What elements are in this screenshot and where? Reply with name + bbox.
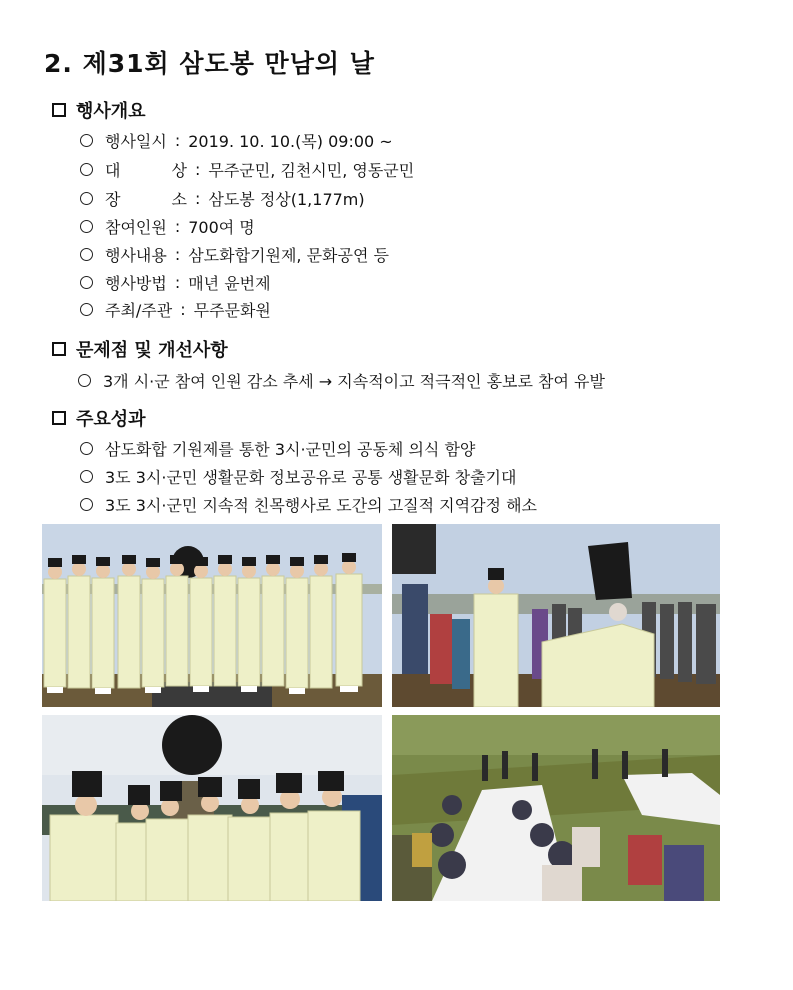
circle-bullet-icon: [80, 248, 93, 261]
circle-bullet-icon: [80, 163, 93, 176]
section-heading-overview: 행사개요: [52, 97, 146, 123]
overview-item-date: 행사일시 : 2019. 10. 10.(목) 09:00 ~: [80, 129, 393, 152]
photo-elders-stone-image: [42, 715, 382, 901]
circle-bullet-icon: [80, 192, 93, 205]
overview-item-participants: 참여인원 : 700여 명: [80, 215, 255, 238]
results-item: 3도 3시·군민 생활문화 정보공유로 공통 생활문화 창출기대: [80, 465, 516, 488]
section-heading-results: 주요성과: [52, 405, 146, 431]
issues-item: 3개 시·군 참여 인원 감소 추세 → 지속적이고 적극적인 홍보로 참여 유발: [78, 369, 605, 392]
square-bullet-icon: [52, 411, 66, 425]
results-item: 3도 3시·군민 지속적 친목행사로 도간의 고질적 지역감정 해소: [80, 493, 537, 516]
circle-bullet-icon: [80, 134, 93, 147]
circle-bullet-icon: [80, 303, 93, 316]
photo-group-ceremony: [42, 524, 382, 707]
overview-item-place: 장 소 : 삼도봉 정상(1,177m): [80, 187, 365, 210]
circle-bullet-icon: [80, 442, 93, 455]
overview-item-host: 주최/주관 : 무주문화원: [80, 298, 271, 321]
overview-item-method: 행사방법 : 매년 윤번제: [80, 271, 271, 294]
circle-bullet-icon: [80, 276, 93, 289]
photo-ritual-offering-image: [392, 524, 720, 707]
overview-item-target: 대 상 : 무주군민, 김천시민, 영동군민: [80, 158, 414, 181]
circle-bullet-icon: [80, 220, 93, 233]
square-bullet-icon: [52, 342, 66, 356]
photo-group-ceremony-image: [42, 524, 382, 707]
section-heading-issues: 문제점 및 개선사항: [52, 336, 228, 362]
page-title: 2. 제31회 삼도봉 만남의 날: [44, 49, 375, 78]
photo-ritual-offering: [392, 524, 720, 707]
results-item: 삼도화합 기원제를 통한 3시·군민의 공동체 의식 함양: [80, 437, 475, 460]
circle-bullet-icon: [80, 470, 93, 483]
overview-item-content: 행사내용 : 삼도화합기원제, 문화공연 등: [80, 243, 389, 266]
circle-bullet-icon: [80, 498, 93, 511]
photo-mountain-picnic: [392, 715, 720, 901]
circle-bullet-icon: [78, 374, 91, 387]
photo-elders-stone: [42, 715, 382, 901]
photo-mountain-picnic-image: [392, 715, 720, 901]
square-bullet-icon: [52, 103, 66, 117]
